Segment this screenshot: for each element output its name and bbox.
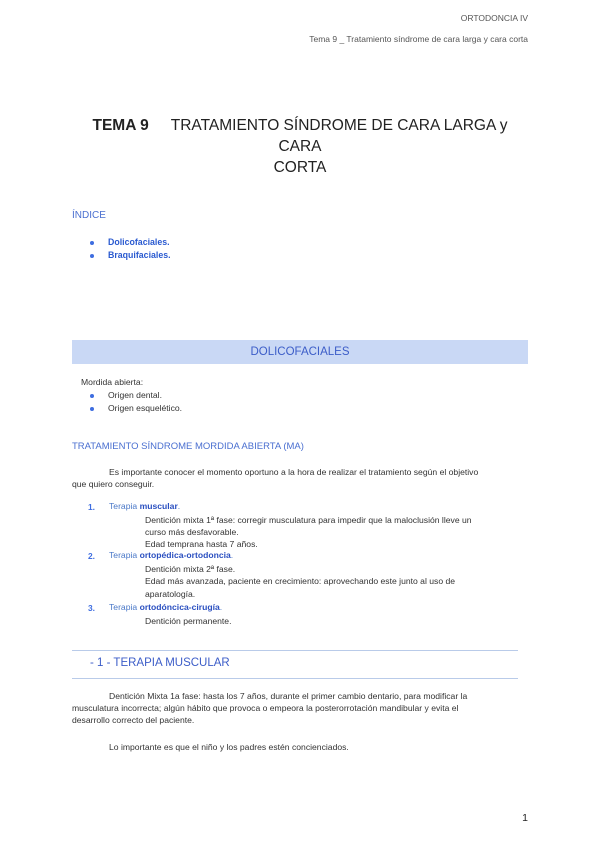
page-number: 1 [522, 812, 528, 824]
index-item[interactable]: Dolicofaciales. [90, 236, 170, 249]
mordida-item: Origen esquelético. [90, 402, 182, 414]
therapy-detail: Edad temprana hasta 7 años. [145, 539, 258, 549]
header-subtitle: Tema 9 _ Tratamiento síndrome de cara larga y cara corta [309, 34, 528, 44]
therapy-detail: Dentición mixta 2ª fase. [145, 564, 236, 574]
title-line-2: CORTA [273, 159, 327, 176]
list-number: 1. [88, 502, 95, 512]
mordida-intro: Mordida abierta: [81, 377, 144, 387]
bullet-icon [90, 394, 94, 398]
page-title [72, 115, 528, 178]
section-rule-top [72, 650, 518, 651]
list-number: 2. [88, 551, 95, 561]
subheading: TRATAMIENTO SÍNDROME MORDIDA ABIERTA (MA) [72, 441, 304, 452]
list-number: 3. [88, 603, 95, 613]
bullet-icon [90, 254, 94, 258]
title-number: TEMA 9 [92, 117, 149, 134]
header-course: ORTODONCIA IV [460, 13, 528, 23]
paragraph-concienciados: Lo importante es que el niño y los padres estén concienciados. [109, 742, 349, 752]
therapy-detail: Dentición mixta 1ª fase: corregir musculatura para impedir que la maloclusión lleve un [145, 515, 472, 525]
bullet-icon [90, 407, 94, 411]
index-heading: ÍNDICE [72, 210, 106, 221]
therapy-title: Terapia ortopédica-ortodoncia. [109, 550, 234, 560]
mordida-item: Origen dental. [90, 389, 162, 401]
therapy-detail: Dentición permanente. [145, 616, 232, 626]
therapy-title: Terapia ortodóncica-cirugía. [109, 602, 223, 612]
paragraph-terapia-muscular: Dentición Mixta 1a fase: hasta los 7 años, durante el primer cambio dentario, para modificar la musculatura incorrecta; algún hábito que provoca o empeora la posterorrotación mandibular y evita el desarrollo correcto del paciente. [72, 691, 468, 725]
index-item[interactable]: Braquifaciales. [90, 249, 171, 262]
section-band: DOLICOFACIALES [72, 340, 528, 364]
therapy-detail: aparatología. [145, 589, 196, 599]
intro-paragraph: Es importante conocer el momento oportuno a la hora de realizar el tratamiento según el objetivo que quiero conseguir. [72, 467, 479, 489]
therapy-detail: Edad más avanzada, paciente en crecimiento: aprovechando este junto al uso de [145, 576, 456, 586]
section-heading: - 1 - TERAPIA MUSCULAR [90, 657, 230, 669]
title-line-1: TRATAMIENTO SÍNDROME DE CARA LARGA y CARA [170, 117, 508, 155]
therapy-detail: curso más desfavorable. [145, 527, 239, 537]
section-rule-bottom [72, 678, 518, 679]
therapy-title: Terapia muscular. [109, 501, 181, 511]
bullet-icon [90, 241, 94, 245]
